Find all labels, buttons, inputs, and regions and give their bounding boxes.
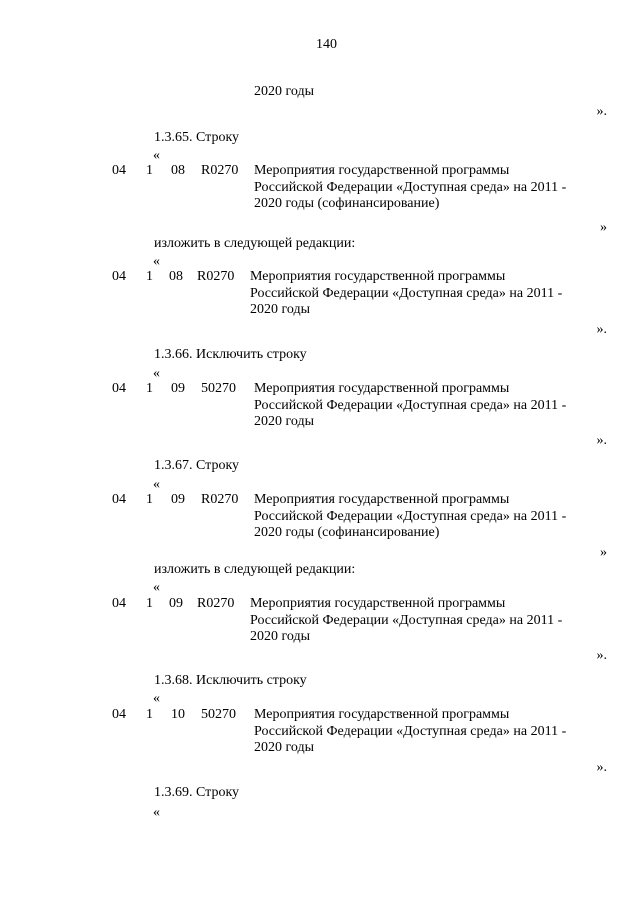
cell-subprogram: 08 bbox=[169, 269, 183, 284]
closing-quote: ». bbox=[596, 433, 607, 448]
opening-quote: « bbox=[153, 477, 160, 492]
opening-quote: « bbox=[153, 254, 160, 269]
cell-section: 04 bbox=[112, 707, 126, 722]
cell-code: 50270 bbox=[201, 707, 236, 722]
cell-code: R0270 bbox=[201, 492, 239, 507]
cell-program: 1 bbox=[146, 492, 153, 507]
continued-text: 2020 годы bbox=[254, 84, 315, 99]
closing-quote: ». bbox=[596, 322, 607, 337]
cell-program: 1 bbox=[146, 163, 153, 178]
item-title: 1.3.69. Строку bbox=[154, 785, 240, 800]
cell-subprogram: 09 bbox=[169, 596, 183, 611]
closing-quote: » bbox=[600, 220, 607, 235]
opening-quote: « bbox=[153, 366, 160, 381]
item-title: 1.3.68. Исключить строку bbox=[154, 673, 307, 688]
cell-section: 04 bbox=[112, 269, 126, 284]
cell-description: Мероприятия государственной программы Российской Федерации «Доступная среда» на 2011 - 2020 годы (софинансирование) bbox=[254, 492, 567, 540]
cell-code: R0270 bbox=[197, 596, 235, 611]
opening-quote: « bbox=[153, 580, 160, 595]
cell-subprogram: 09 bbox=[171, 492, 185, 507]
closing-quote: ». bbox=[596, 760, 607, 775]
cell-section: 04 bbox=[112, 492, 126, 507]
cell-code: 50270 bbox=[201, 381, 236, 396]
cell-description: Мероприятия государственной программы Российской Федерации «Доступная среда» на 2011 - 2020 годы bbox=[250, 596, 563, 644]
page-number: 140 bbox=[316, 37, 337, 52]
cell-section: 04 bbox=[112, 596, 126, 611]
closing-quote: ». bbox=[596, 104, 607, 119]
cell-program: 1 bbox=[146, 707, 153, 722]
cell-section: 04 bbox=[112, 163, 126, 178]
cell-code: R0270 bbox=[201, 163, 239, 178]
cell-program: 1 bbox=[146, 596, 153, 611]
cell-section: 04 bbox=[112, 381, 126, 396]
item-title: 1.3.66. Исключить строку bbox=[154, 347, 307, 362]
edit-instruction: изложить в следующей редакции: bbox=[154, 562, 356, 577]
edit-instruction: изложить в следующей редакции: bbox=[154, 236, 356, 251]
cell-description: Мероприятия государственной программы Российской Федерации «Доступная среда» на 2011 - 2020 годы (софинансирование) bbox=[254, 163, 567, 211]
closing-quote: » bbox=[600, 545, 607, 560]
item-title: 1.3.67. Строку bbox=[154, 458, 240, 473]
cell-description: Мероприятия государственной программы Российской Федерации «Доступная среда» на 2011 - 2020 годы bbox=[250, 269, 563, 317]
opening-quote: « bbox=[153, 805, 160, 820]
cell-program: 1 bbox=[146, 269, 153, 284]
cell-subprogram: 10 bbox=[171, 707, 185, 722]
cell-code: R0270 bbox=[197, 269, 235, 284]
cell-subprogram: 08 bbox=[171, 163, 185, 178]
cell-program: 1 bbox=[146, 381, 153, 396]
closing-quote: ». bbox=[596, 648, 607, 663]
opening-quote: « bbox=[153, 148, 160, 163]
item-title: 1.3.65. Строку bbox=[154, 130, 240, 145]
opening-quote: « bbox=[153, 691, 160, 706]
cell-subprogram: 09 bbox=[171, 381, 185, 396]
cell-description: Мероприятия государственной программы Российской Федерации «Доступная среда» на 2011 - 2020 годы bbox=[254, 707, 567, 755]
cell-description: Мероприятия государственной программы Российской Федерации «Доступная среда» на 2011 - 2020 годы bbox=[254, 381, 567, 429]
